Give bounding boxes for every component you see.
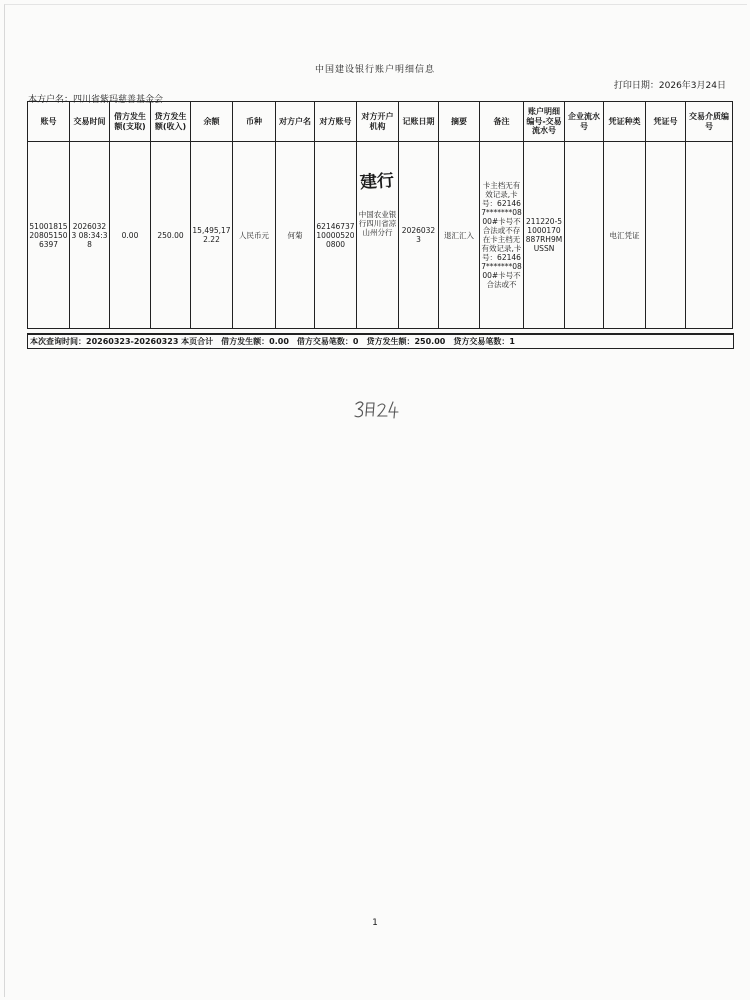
cell-counterparty-account: 62146737100005200800 — [315, 142, 357, 329]
cell-voucher-no — [646, 142, 686, 329]
cell-enterprise-serial — [565, 142, 604, 329]
header-account-no: 账号 — [28, 102, 70, 142]
header-debit: 借方发生额(支取) — [110, 102, 151, 142]
header-counterparty-name: 对方户名 — [276, 102, 315, 142]
table-row — [28, 142, 733, 329]
header-voucher-type: 凭证种类 — [604, 102, 646, 142]
header-medium-no: 交易介质编号 — [686, 102, 733, 142]
document-title: 中国建设银行账户明细信息 — [314, 65, 435, 75]
counterparty-institution-text: 中国农业银行四川省凉山州分行 — [358, 210, 397, 237]
cell-voucher-type: 电汇凭证 — [604, 142, 646, 329]
cell-credit: 250.00 — [151, 142, 191, 329]
header-row — [28, 102, 733, 142]
header-currency: 币种 — [233, 102, 276, 142]
header-balance: 余额 — [191, 102, 233, 142]
cell-counterparty-name: 何菊 — [276, 142, 315, 329]
cell-balance: 15,495,172.22 — [191, 142, 233, 329]
header-voucher-no: 凭证号 — [646, 102, 686, 142]
account-holder: 本方户名：四川省紫玛慈善基金会 — [28, 95, 164, 105]
cell-medium-no — [686, 142, 733, 329]
header-remarks: 备注 — [480, 102, 524, 142]
header-posting-date: 记账日期 — [399, 102, 439, 142]
header-txn-time: 交易时间 — [70, 102, 110, 142]
header-counterparty-account: 对方账号 — [315, 102, 357, 142]
cell-summary: 退汇汇入 — [439, 142, 480, 329]
header-credit: 贷方发生额(收入) — [151, 102, 191, 142]
print-date: 打印日期：2026年3月24日 — [613, 81, 726, 91]
cell-detail-serial: 211220-51000170887RH9MUSSN — [524, 142, 565, 329]
header-summary: 摘要 — [439, 102, 480, 142]
cell-remarks: 卡主档无有效记录,卡号：621467*******0800#卡号不合法或不存在卡主档无有效记录,卡号：621467*******0800#卡号不合法或不 — [480, 142, 524, 329]
cell-posting-date: 20260323 — [399, 142, 439, 329]
cell-currency: 人民币元 — [233, 142, 276, 329]
handwritten-note — [352, 397, 404, 423]
header-counterparty-institution: 对方开户机构 — [357, 102, 399, 142]
header-detail-serial: 账户明细编号-交易流水号 — [524, 102, 565, 142]
header-enterprise-serial: 企业流水号 — [565, 102, 604, 142]
cell-debit: 0.00 — [110, 142, 151, 329]
page-number: 1 — [372, 918, 378, 928]
page-summary: 本次查询时间：20260323-20260323 本页合计 借方发生额：0.00 借方交易笔数：0 贷方发生额：250.00 贷方交易笔数：1 — [27, 333, 734, 349]
bank-stamp: 建行 — [359, 170, 395, 194]
cell-account-no: 51001815208051506397 — [28, 142, 70, 329]
cell-txn-time: 20260323 08:34:38 — [70, 142, 110, 329]
cell-counterparty-institution — [357, 142, 399, 329]
statement-table — [27, 101, 733, 329]
